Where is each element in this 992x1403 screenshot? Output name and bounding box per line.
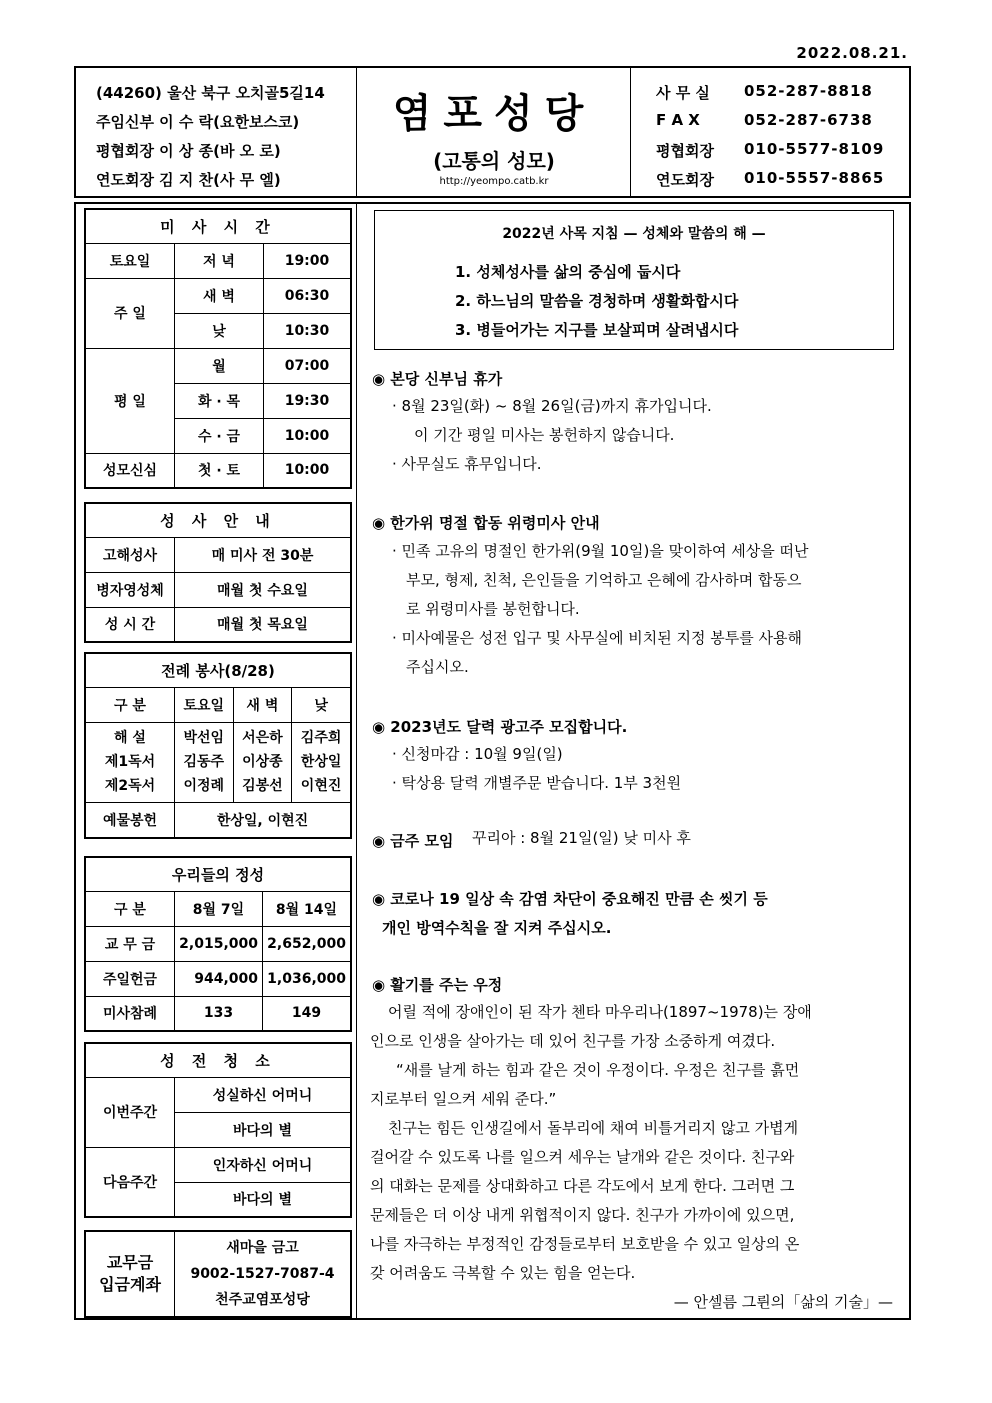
account-details: [175, 1231, 352, 1317]
notice-line: · 민족 고유의 명절인 한가위(9월 10일)을 맞이하여 세상을 떠난: [392, 542, 809, 560]
sacrament-time: 매 미사 전 30분: [175, 537, 352, 572]
essay-line: 갖 어려움도 극복할 수 있는 힘을 얻는다.: [370, 1264, 636, 1282]
donation-title: 우리들의 정성: [85, 857, 351, 891]
corona-notice: ◉ 코로나 19 일상 속 감염 차단이 중요해진 만큼 손 씻기 등: [372, 890, 768, 908]
sacrament-time: 매월 첫 수요일: [175, 572, 352, 607]
essay-line: 지로부터 일으켜 세워 준다.”: [370, 1090, 557, 1108]
minister-name: 이현진: [300, 778, 342, 794]
donation-table: [84, 856, 352, 1032]
council-president: 평협회장 이 상 종(바 오 로): [96, 142, 281, 160]
mass-label: 수 · 금: [175, 418, 264, 453]
offering-label: 예물봉헌: [85, 802, 175, 838]
right-column: [358, 204, 909, 1318]
contact-value: 010-5577-8109: [744, 140, 885, 158]
liturgy-header: 새 벽: [233, 687, 292, 722]
left-column: [76, 204, 357, 1318]
donation-kind: 주일헌금: [85, 961, 175, 996]
account-label-line: 입금계좌: [99, 1275, 161, 1294]
mass-time: 07:00: [264, 348, 352, 383]
donation-amount: 149: [262, 996, 351, 1031]
mass-label: 낮: [175, 313, 264, 348]
mass-label: 화 · 목: [175, 383, 264, 418]
parish-info: [76, 68, 357, 196]
sacrament-title: 성 사 안 내: [85, 503, 351, 537]
pastor: 주임신부 이 수 락(요한보스코): [96, 113, 300, 131]
account-holder: 천주교염포성당: [215, 1292, 310, 1308]
cleaning-table: [84, 1042, 352, 1218]
liturgy-header: 낮: [292, 687, 351, 722]
parish-subtitle: (고통의 성모): [433, 149, 555, 173]
parish-title: 염포성당: [392, 91, 596, 137]
mass-day: 토요일: [85, 243, 175, 278]
donation-amount: 2,015,000: [175, 926, 263, 961]
role-reading1: 제1독서: [104, 754, 156, 770]
mass-label: 새 벽: [175, 278, 264, 313]
notice-line: 로 위령미사를 봉헌합니다.: [406, 600, 580, 618]
mass-time: 19:30: [264, 383, 352, 418]
minister-name: 한상일: [300, 754, 342, 770]
bulletin-header: [74, 66, 911, 198]
mass-day: 평 일: [85, 348, 175, 453]
liturgy-title: 전례 봉사(8/28): [85, 653, 351, 687]
donation-amount: 133: [175, 996, 263, 1031]
mass-time: 10:30: [264, 313, 352, 348]
account-label-line: 교무금: [106, 1253, 154, 1272]
bank-name: 새마을 금고: [226, 1240, 299, 1256]
essay-line: 인으로 인생을 살아가는 데 있어 친구를 가장 소중하게 여겼다.: [370, 1032, 776, 1050]
mass-time: 06:30: [264, 278, 352, 313]
mass-day: 주 일: [85, 278, 175, 348]
notice-title: ◉ 한가위 명절 합동 위령미사 안내: [372, 514, 600, 532]
minister-name: 박선임: [183, 730, 225, 746]
essay-line: “새를 날게 하는 힘과 같은 것이 우정이다. 우정은 친구를 흙먼: [396, 1061, 800, 1079]
essay-line: 걸어갈 수 있도록 나를 일으켜 세우는 날개와 같은 것이다. 친구와: [370, 1148, 795, 1166]
contact-label: 사 무 실: [656, 84, 710, 102]
contacts: [632, 68, 909, 196]
pastoral-theme-item: 3. 병들어가는 지구를 보살피며 살려냅시다: [455, 321, 739, 339]
essay-line: 친구는 힘든 인생길에서 돌부리에 채여 비틀거리지 않고 가볍게: [388, 1119, 799, 1137]
cleaning-title: 성 전 청 소: [85, 1043, 351, 1077]
liturgy-service-table: [84, 652, 352, 839]
parish-title-block: [358, 68, 631, 196]
essay-line: 나를 자극하는 부정적인 감정들로부터 보호받을 수 있고 일상의 온: [370, 1235, 800, 1253]
sacrament-kind: 성 시 간: [85, 607, 175, 642]
meeting-title: ◉ 금주 모임: [372, 832, 454, 850]
meeting-text: 꾸리아 : 8월 21일(일) 낮 미사 후: [472, 829, 691, 847]
contact-label: 연도회장: [656, 171, 714, 189]
minister-name: 이상종: [242, 754, 283, 770]
contact-value: 010-5557-8865: [744, 169, 885, 187]
notice-line: 주십시오.: [406, 658, 469, 676]
cleaning-group: 인자하신 어머니: [175, 1147, 352, 1182]
address: (44260) 울산 북구 오치골5길14: [96, 84, 325, 102]
notice-line: · 신청마감 : 10월 9일(일): [392, 745, 563, 763]
donation-amount: 1,036,000: [262, 961, 351, 996]
donation-amount: 2,652,000: [262, 926, 351, 961]
notice-title: ◉ 2023년도 달력 광고주 모집합니다.: [372, 718, 628, 736]
mass-schedule-title: 미 사 시 간: [85, 209, 351, 243]
liturgy-day: [292, 722, 351, 802]
pastoral-theme-item: 2. 하느님의 말씀을 경청하며 생활화합시다: [455, 292, 739, 310]
sacrament-time: 매월 첫 목요일: [175, 607, 352, 642]
pastoral-theme-box: [374, 210, 894, 350]
offering-names: 한상일, 이현진: [175, 802, 352, 838]
donation-header: 8월 7일: [175, 891, 263, 926]
cleaning-week-label: 다음주간: [85, 1147, 175, 1217]
minister-name: 이정례: [183, 778, 225, 794]
main-frame: [74, 202, 911, 1320]
sacrament-kind: 병자영성체: [85, 572, 175, 607]
contact-label: 평협회장: [656, 142, 714, 160]
donation-header: 8월 14일: [262, 891, 351, 926]
minister-name: 서은하: [242, 730, 283, 746]
essay-line: 문제들은 더 이상 내게 위협적이지 않다. 친구가 가까이에 있으면,: [370, 1206, 795, 1224]
account-number: 9002-1527-7087-4: [190, 1266, 335, 1282]
cleaning-group: 바다의 별: [175, 1112, 352, 1147]
mass-schedule-table: [84, 208, 352, 489]
donation-header: 구 분: [85, 891, 175, 926]
sacrament-table: [84, 502, 352, 643]
issue-date: 2022.08.21.: [796, 44, 908, 62]
corona-notice: 개인 방역수칙을 잘 지켜 주십시오.: [382, 919, 612, 937]
liturgy-header: 구 분: [85, 687, 175, 722]
essay-title: ◉ 활기를 주는 우정: [372, 976, 503, 994]
notice-line: · 사무실도 휴무입니다.: [392, 455, 542, 473]
mass-label: 첫 · 토: [175, 453, 264, 488]
donation-kind: 미사참례: [85, 996, 175, 1031]
account-table: [84, 1230, 352, 1318]
account-label: [85, 1231, 175, 1317]
mass-label: 월: [175, 348, 264, 383]
minister-name: 김주희: [300, 730, 342, 746]
essay-line: 의 대화는 문제를 상대화하고 다른 각도에서 보게 한다. 그러면 그: [370, 1177, 795, 1195]
pastoral-theme-title: 2022년 사목 지침 — 성체와 말씀의 해 —: [502, 226, 766, 242]
essay-line: 어릴 적에 장애인이 된 작가 첸타 마우리나(1897~1978)는 장애: [388, 1003, 812, 1021]
notice-line: 부모, 형제, 친척, 은인들을 기억하고 은혜에 감사하며 합동으: [406, 571, 802, 589]
minister-name: 김봉선: [242, 778, 283, 794]
notice-title: ◉ 본당 신부님 휴가: [372, 370, 503, 388]
notice-line: 이 기간 평일 미사는 봉헌하지 않습니다.: [414, 426, 675, 444]
essay-source: — 안셀름 그륀의「삶의 기술」—: [673, 1293, 893, 1311]
cleaning-week-label: 이번주간: [85, 1077, 175, 1147]
contact-value: 052-287-6738: [744, 111, 873, 129]
liturgy-sat: [175, 722, 234, 802]
cleaning-group: 바다의 별: [175, 1182, 352, 1217]
mass-day: 성모신심: [85, 453, 175, 488]
parish-url[interactable]: http://yeompo.catb.kr: [439, 176, 549, 187]
liturgy-header: 토요일: [175, 687, 234, 722]
minister-name: 김동주: [183, 754, 225, 770]
role-commentary: 해 설: [114, 730, 146, 746]
donation-kind: 교 무 금: [85, 926, 175, 961]
role-reading2: 제2독서: [104, 778, 156, 794]
mass-time: 19:00: [264, 243, 352, 278]
notice-line: · 8월 23일(화) ~ 8월 26일(금)까지 휴가입니다.: [392, 397, 712, 415]
yeondo-president: 연도회장 김 지 찬(사 무 엘): [96, 171, 281, 189]
donation-amount: 944,000: [175, 961, 263, 996]
contact-label: F A X: [656, 111, 700, 129]
liturgy-dawn: [233, 722, 292, 802]
sacrament-kind: 고해성사: [85, 537, 175, 572]
liturgy-roles: [85, 722, 175, 802]
pastoral-theme-item: 1. 성체성사를 삶의 중심에 둡시다: [455, 263, 681, 281]
contact-value: 052-287-8818: [744, 82, 873, 100]
mass-label: 저 녁: [175, 243, 264, 278]
mass-time: 10:00: [264, 453, 352, 488]
cleaning-group: 성실하신 어머니: [175, 1077, 352, 1112]
notice-line: · 탁상용 달력 개별주문 받습니다. 1부 3천원: [392, 774, 682, 792]
mass-time: 10:00: [264, 418, 352, 453]
notice-line: · 미사예물은 성전 입구 및 사무실에 비치된 지정 봉투를 사용해: [392, 629, 802, 647]
